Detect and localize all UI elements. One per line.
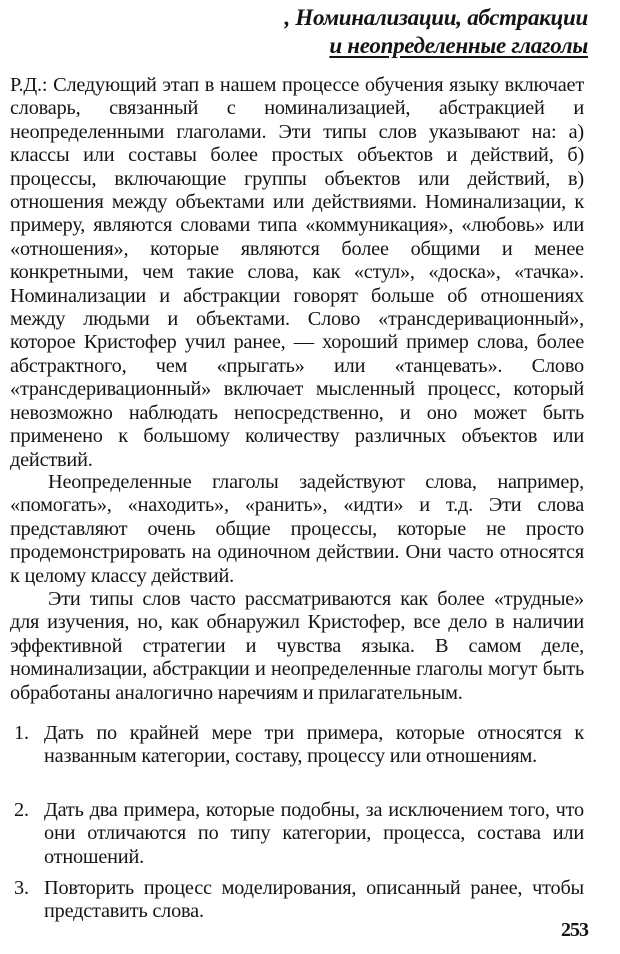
paragraph-text: Эти типы слов часто рассматриваются как более «трудные» для изучения, но, как обнаружил Кристофер, все дело в наличии эффективной стратегии и чувства языка. В самом деле, номинализации, абстракции и неопределенные глаголы могут быть обработаны аналогично наречиям и прилагательным. <box>10 588 584 704</box>
list-item <box>10 799 584 869</box>
page-number: 253 <box>561 919 588 941</box>
header-line-1: , Номинализации, абстракции <box>284 5 588 30</box>
section-header <box>285 4 588 60</box>
list-item-number: 3. <box>14 877 29 899</box>
list-item-text: Дать по крайней мере три примера, которые относятся к названным категории, составу, процессу или отношениям. <box>44 722 584 768</box>
list-item-text: Дать два примера, которые подобны, за исключением того, что они отличаются по типу категории, процесса, состава или отношений. <box>44 799 584 868</box>
list-item <box>10 722 584 769</box>
header-line-2: и неопределенные глаголы <box>329 33 588 58</box>
paragraph-text: Неопределенные глаголы задействуют слова, например, «помогать», «находить», «ранить», «идти» и т.д. Эти слова представляют очень общие процессы, которые не просто продемонстрировать на одиночном действии. Они часто относятся к целому классу действий. <box>10 471 584 587</box>
list-item-number: 1. <box>14 722 29 744</box>
paragraph-3 <box>10 588 584 705</box>
paragraph-1 <box>10 74 584 472</box>
paragraph-2 <box>10 471 584 588</box>
list-item-number: 2. <box>14 799 29 821</box>
list-item <box>10 877 584 924</box>
paragraph-text: Р.Д.: Следующий этап в нашем процессе обучения языку включает словарь, связанный с номинализацией, абстракцией и неопределенными глаголами. Эти типы слов указывают на: а) классы или составы более простых объектов и действий, б) процессы, включающие группы объектов или действий, в) отношения между объектами или действиями. Номинализации, к примеру, являются словами типа «коммуникация», «любовь» или «отношения», которые являются более общими и менее конкретными, чем такие слова, как «стул», «доска», «тачка». Номинализации и абстракции говорят больше об отношениях между людьми и объектами. Слово «трансдеривационный», которое Кристофер учил ранее, — хороший пример слова, более абстрактного, чем «прыгать» или «танцевать». Слово «трансдеривационный» включает мысленный процесс, который невозможно наблюдать непосредственно, и оно может быть применено к большому количеству различных объектов или действий. <box>10 74 584 471</box>
list-item-text: Повторить процесс моделирования, описанный ранее, чтобы представить слова. <box>44 877 584 923</box>
